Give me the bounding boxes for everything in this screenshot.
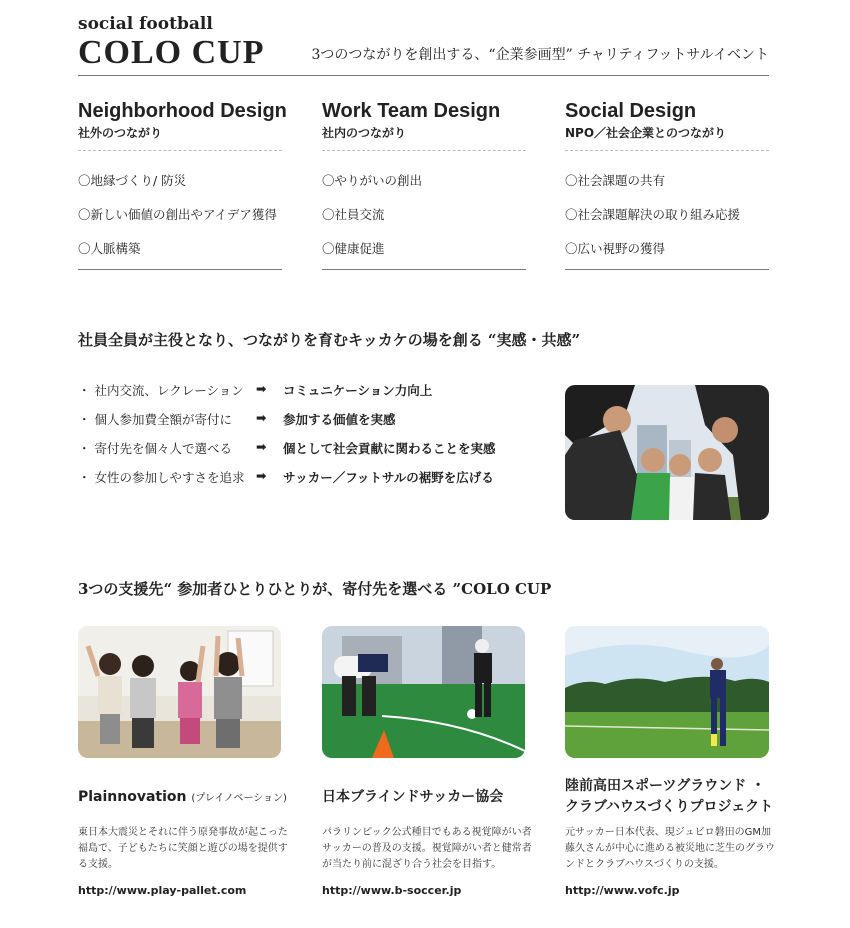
list-item: 〇人脈構築 <box>78 241 141 256</box>
org-name-rikuzentakata <box>565 776 773 818</box>
benefit-action: ・ 寄付先を個々人で選べる <box>78 441 232 456</box>
design-items <box>78 164 282 266</box>
design-title: Social Design <box>565 100 697 122</box>
support-heading: 3つの支援先“ 参加者ひとりひとりが、寄付先を選べる ”COLO CUP <box>78 580 552 598</box>
brand-title: COLO CUP <box>78 34 265 71</box>
brand-subtitle: social football <box>78 14 213 34</box>
arrow-right-icon: ➡ <box>256 468 267 483</box>
benefit-row <box>78 439 548 468</box>
children-playing-photo <box>78 626 281 758</box>
design-subtitle: 社外のつながり <box>78 124 282 151</box>
design-column-neighborhood <box>78 100 287 270</box>
benefit-action: ・ 個人参加費全額が寄付に <box>78 412 232 427</box>
org-name-line: 陸前高田スポーツグラウンド ・ <box>565 778 766 794</box>
divider <box>322 269 526 270</box>
design-subtitle: 社内のつながり <box>322 124 526 151</box>
tagline: 3つのつながりを創出する、“企業参画型” チャリティフットサルイベント <box>311 47 769 63</box>
org-description: パラリンピック公式種目でもある視覚障がい者サッカーの普及の支援。視覚障がい者と健常者が当たり前に混ざり合う社会を目指す。 <box>322 827 532 870</box>
arrow-right-icon: ➡ <box>256 410 267 425</box>
org-description: 東日本大震災とそれに伴う原発事故が起こった福島で、子どもたちに笑顔と遊びの場を提供する支援。 <box>78 827 288 870</box>
org-name-blind-soccer: 日本ブラインドサッカー協会 <box>322 789 504 805</box>
benefit-row <box>78 410 548 439</box>
blind-soccer-photo <box>322 626 525 758</box>
list-item: 〇社会課題の共有 <box>565 173 666 188</box>
benefit-result: コミュニケーション力向上 <box>283 383 433 398</box>
list-item: 〇やりがいの創出 <box>322 173 423 188</box>
design-title: Work Team Design <box>322 100 501 122</box>
list-item: 〇社会課題解決の取り組み応援 <box>565 207 741 222</box>
divider <box>78 269 282 270</box>
org-name-plainnovation <box>78 787 287 809</box>
org-link-blind-soccer[interactable]: http://www.b-soccer.jp <box>322 884 462 897</box>
benefit-action: ・ 女性の参加しやすさを追求 <box>78 470 245 485</box>
list-item: 〇地縁づくり/ 防災 <box>78 173 187 188</box>
list-item: 〇新しい価値の創出やアイデア獲得 <box>78 207 277 222</box>
arrow-right-icon: ➡ <box>256 381 267 396</box>
divider <box>565 269 769 270</box>
arrow-right-icon: ➡ <box>256 439 267 454</box>
benefit-result: 個として社会貢献に関わることを実感 <box>283 441 496 456</box>
benefit-result: サッカー／フットサルの裾野を広げる <box>283 470 494 485</box>
grass-field-photo <box>565 626 769 758</box>
design-items <box>565 164 769 266</box>
concept-heading: 社員全員が主役となり、つながりを育むキッカケの場を創る “実感・共感” <box>78 331 581 349</box>
team-huddle-photo <box>565 385 769 520</box>
header <box>78 14 769 76</box>
list-item: 〇広い視野の獲得 <box>565 241 666 256</box>
org-name-note: (プレイノベーション) <box>191 793 287 804</box>
design-title: Neighborhood Design <box>78 100 287 122</box>
benefit-row <box>78 468 548 497</box>
list-item: 〇社員交流 <box>322 207 385 222</box>
benefit-action: ・ 社内交流、レクレーション <box>78 383 244 398</box>
benefit-result: 参加する価値を実感 <box>283 412 396 427</box>
org-name-text: Plainnovation <box>78 789 187 805</box>
org-link-rikuzentakata[interactable]: http://www.vofc.jp <box>565 884 680 897</box>
design-column-social <box>565 100 769 270</box>
benefit-row <box>78 381 548 410</box>
org-description: 元サッカー日本代表、現ジュビロ磐田のGM加藤久さんが中心に進める被災地に芝生のグラウンドとクラブハウスづくりの支援。 <box>565 827 775 870</box>
org-name-line: クラブハウスづくりプロジェクト <box>565 799 774 815</box>
design-column-work-team <box>322 100 526 270</box>
org-link-plainnovation[interactable]: http://www.play-pallet.com <box>78 884 247 897</box>
design-subtitle: NPO／社会企業とのつながり <box>565 124 769 151</box>
design-items <box>322 164 526 266</box>
list-item: 〇健康促進 <box>322 241 385 256</box>
